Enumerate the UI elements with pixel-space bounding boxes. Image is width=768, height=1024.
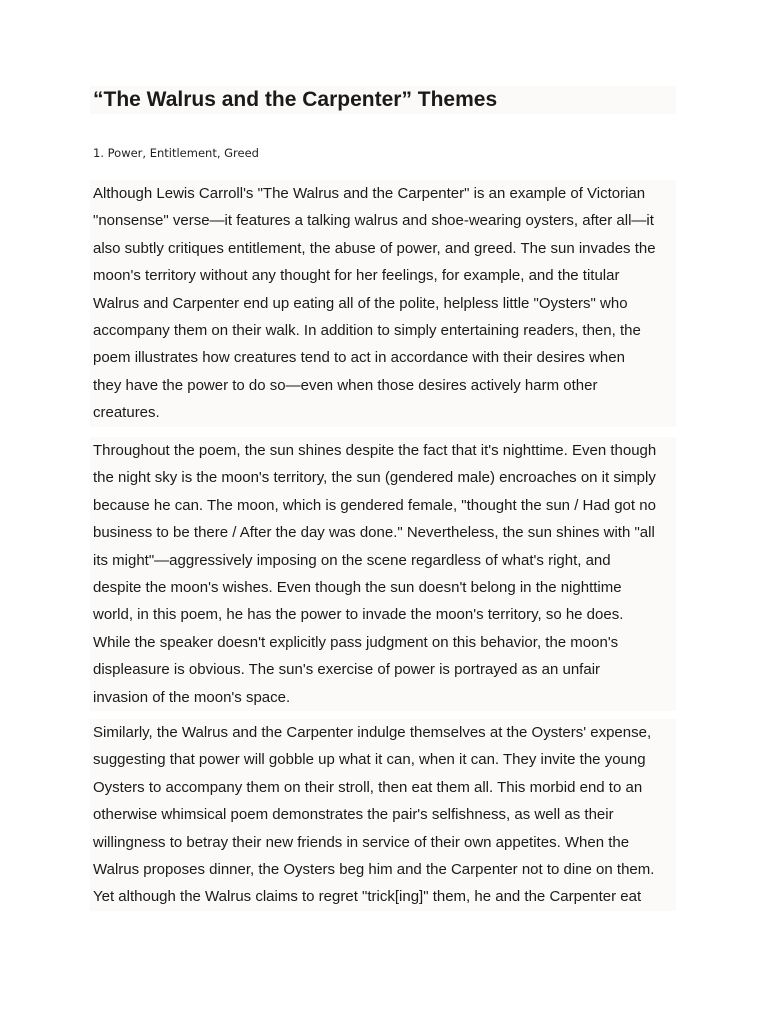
- section-heading: 1. Power, Entitlement, Greed: [93, 146, 259, 160]
- title-block: [90, 86, 676, 114]
- paragraph-line: because he can. The moon, which is gendered female, "thought the sun / Had got no: [93, 496, 656, 514]
- paragraph-line: "nonsense" verse—it features a talking walrus and shoe-wearing oysters, after all—it: [93, 212, 654, 230]
- paragraph-line: Similarly, the Walrus and the Carpenter indulge themselves at the Oysters' expense,: [93, 724, 652, 741]
- paragraph-line: Walrus and Carpenter end up eating all of the polite, helpless little "Oysters" who: [93, 294, 628, 312]
- paragraph-line: invasion of the moon's space.: [93, 688, 291, 706]
- page-title: “The Walrus and the Carpenter” Themes: [93, 88, 498, 111]
- paragraph-line: world, in this poem, he has the power to invade the moon's territory, so he does.: [93, 606, 624, 624]
- paragraph-line: willingness to betray their new friends in service of their own appetites. When the: [93, 833, 630, 851]
- paragraph-line: While the speaker doesn't explicitly pass judgment on this behavior, the moon's: [93, 633, 619, 651]
- paragraph-line: Although Lewis Carroll's "The Walrus and the Carpenter" is an example of Victorian: [93, 185, 646, 202]
- paragraph-1: [90, 180, 676, 427]
- paragraph-line: creatures.: [93, 404, 160, 422]
- paragraph-line: Oysters to accompany them on their stroll, then eat them all. This morbid end to an: [93, 778, 643, 796]
- paragraph-line: also subtly critiques entitlement, the abuse of power, and greed. The sun invades the: [93, 239, 656, 257]
- paragraph-3: [90, 719, 676, 911]
- paragraph-line: poem illustrates how creatures tend to act in accordance with their desires when: [93, 349, 625, 367]
- paragraph-line: Throughout the poem, the sun shines despite the fact that it's nighttime. Even though: [93, 442, 657, 459]
- paragraph-line: Yet although the Walrus claims to regret "trick[ing]" them, he and the Carpenter eat: [93, 888, 642, 906]
- paragraph-line: they have the power to do so—even when those desires actively harm other: [93, 376, 598, 394]
- paragraph-line: the night sky is the moon's territory, the sun (gendered male) encroaches on it simply: [93, 469, 656, 487]
- paragraph-line: despite the moon's wishes. Even though the sun doesn't belong in the nighttime: [93, 579, 622, 597]
- paragraph-line: displeasure is obvious. The sun's exercise of power is portrayed as an unfair: [93, 661, 601, 679]
- paragraph-2: [90, 437, 676, 711]
- paragraph-line: moon's territory without any thought for her feelings, for example, and the titular: [93, 267, 620, 285]
- paragraph-line: accompany them on their walk. In addition to simply entertaining readers, then, the: [93, 322, 641, 340]
- paragraph-line: suggesting that power will gobble up what it can, when it can. They invite the young: [93, 751, 646, 769]
- paragraph-line: otherwise whimsical poem demonstrates the pair's selfishness, as well as their: [93, 806, 614, 824]
- paragraph-line: Walrus proposes dinner, the Oysters beg him and the Carpenter not to dine on them.: [93, 861, 655, 879]
- paragraph-line: its might"—aggressively imposing on the scene regardless of what's right, and: [93, 551, 611, 569]
- paragraph-line: business to be there / After the day was done." Nevertheless, the sun shines with "all: [93, 524, 655, 542]
